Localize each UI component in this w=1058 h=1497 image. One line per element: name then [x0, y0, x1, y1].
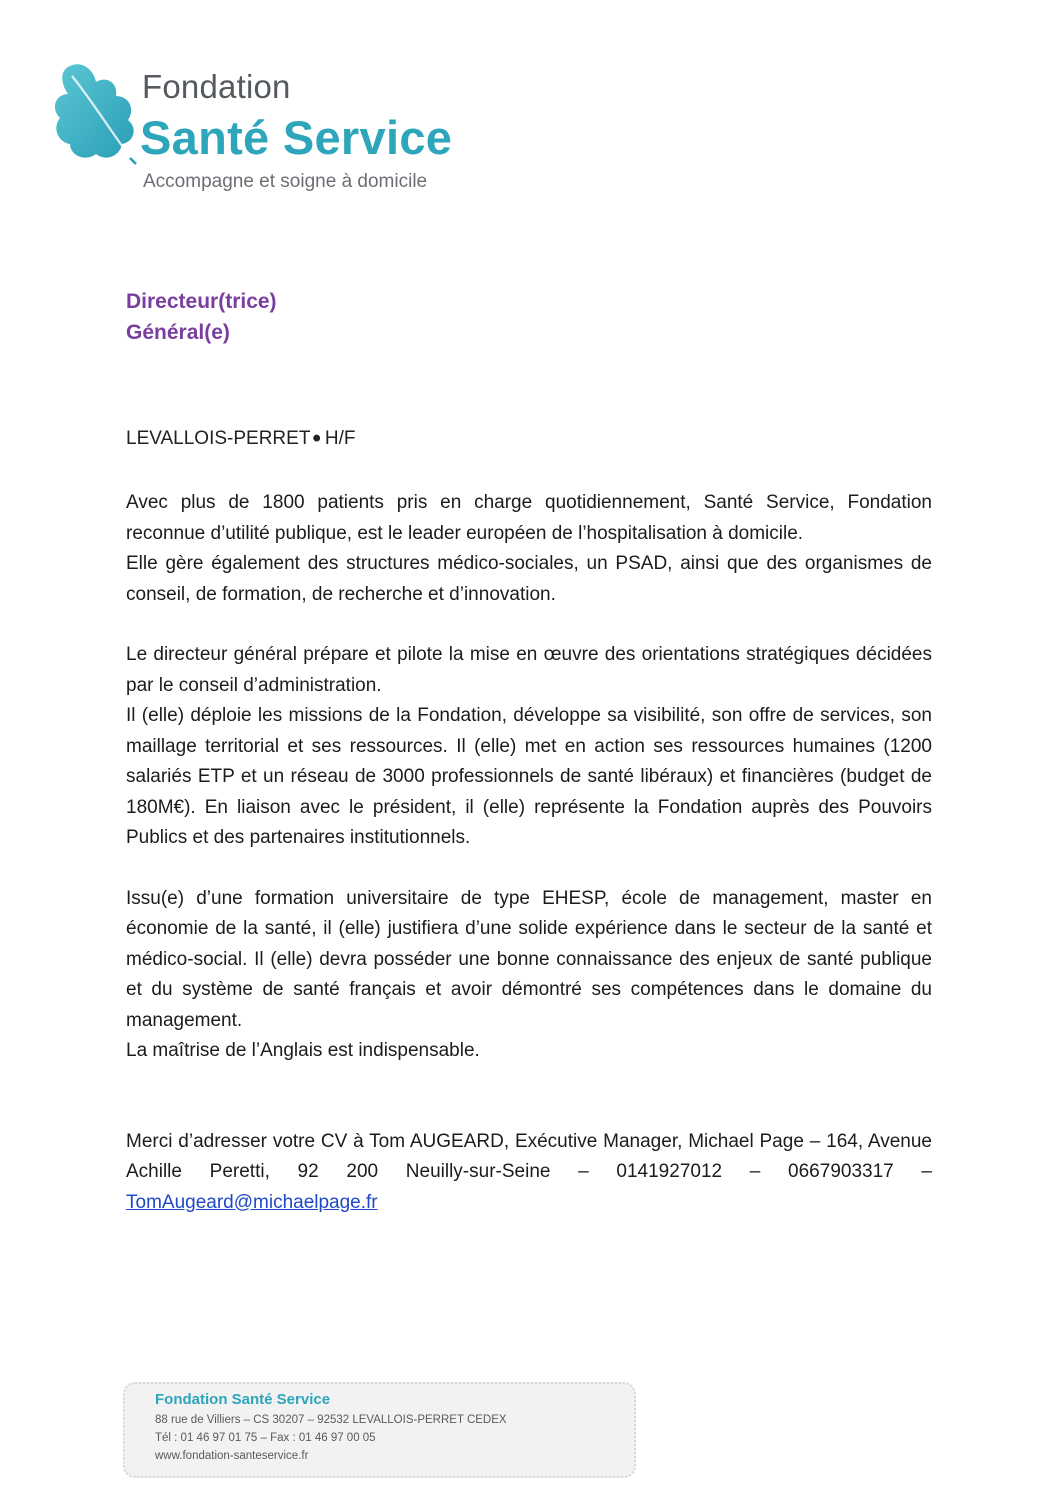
paragraph-structures: Elle gère également des structures médico-sociales, un PSAD, ainsi que des organismes de conseil, de formation, de recherche et d’innovation.: [126, 553, 932, 605]
location-bullet: •: [312, 425, 321, 452]
contact-email-link[interactable]: TomAugeard@michaelpage.fr: [126, 1191, 378, 1213]
job-title: [126, 286, 626, 348]
location-city: LEVALLOIS-PERRET: [126, 428, 311, 449]
leaf-icon: [50, 58, 145, 168]
paragraph-english: La maîtrise de l’Anglais est indispensable.: [126, 1040, 480, 1061]
job-title-line1: Directeur(trice): [126, 290, 277, 313]
paragraph-role: Le directeur général prépare et pilote la mise en œuvre des orientations stratégiques décidées par le conseil d’administration.: [126, 644, 932, 696]
logo-sante-service: Santé Service: [140, 111, 453, 164]
paragraph-profile: Issu(e) d’une formation universitaire de type EHESP, école de management, master en économie de la santé, il (elle) justifiera d’une solide expérience dans le secteur de la santé et médico-social. Il (elle) devra posséder une bonne connaissance des enjeux de santé publique et du système de santé français et avoir démontré ses compétences dans le domaine du management.: [126, 887, 932, 1031]
paragraph-missions: Il (elle) déploie les missions de la Fondation, développe sa visibilité, son offre de services, son maillage territorial et ses ressources. Il (elle) met en action ses ressources humaines (1200 salariés ETP et un réseau de 3000 professionnels de santé libéraux) et financières (budget de 180M€). En liaison avec le président, il (elle) représente la Fondation auprès des Pouvoirs Publics et des partenaires institutionnels.: [126, 705, 932, 848]
job-title-line2: Général(e): [126, 321, 230, 344]
footer-phone: Tél : 01 46 97 01 75 – Fax : 01 46 97 00 05: [155, 1432, 376, 1444]
logo: [50, 58, 510, 198]
footer-box: [123, 1382, 636, 1478]
location-gender: H/F: [324, 428, 356, 449]
job-location: [126, 423, 355, 451]
contact-text: Merci d’adresser votre CV à Tom AUGEARD, Exécutive Manager, Michael Page – 164, Avenue Achille Peretti, 92 200 Neuilly-sur-Seine – 0141927012 – 0667903317 –: [126, 1130, 932, 1182]
paragraph-contact: [126, 1127, 932, 1219]
footer-website[interactable]: www.fondation-santeservice.fr: [155, 1450, 309, 1462]
logo-fondation: Fondation: [142, 68, 291, 105]
job-description: [126, 488, 932, 1218]
footer-title: Fondation Santé Service: [155, 1391, 331, 1408]
footer-address: 88 rue de Villiers – CS 30207 – 92532 LEVALLOIS-PERRET CEDEX: [155, 1414, 507, 1426]
logo-tagline: Accompagne et soigne à domicile: [143, 171, 428, 192]
paragraph-intro: Avec plus de 1800 patients pris en charge quotidiennement, Santé Service, Fondation reconnue d’utilité publique, est le leader européen de l’hospitalisation à domicile.: [126, 492, 932, 544]
